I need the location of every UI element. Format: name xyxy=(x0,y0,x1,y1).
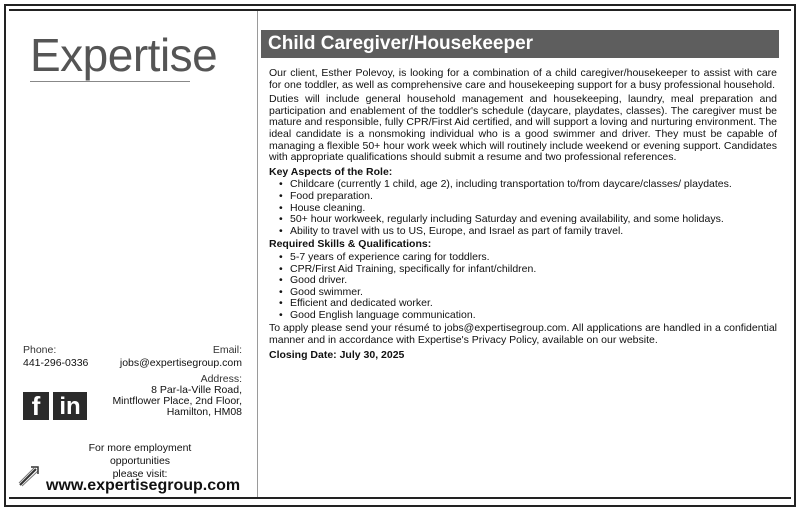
job-title: Child Caregiver/Housekeeper xyxy=(268,33,534,54)
phone-number: 441-296-0336 xyxy=(23,357,89,369)
job-description xyxy=(269,68,777,361)
address-block xyxy=(112,374,242,418)
phone-label: Phone: xyxy=(23,344,57,356)
key-aspects-heading: Key Aspects of the Role: xyxy=(269,165,393,178)
list-item: • CPR/First Aid Training, specifically for infant/children. xyxy=(279,264,777,276)
closing-date: Closing Date: July 30, 2025 xyxy=(269,348,405,361)
list-item: • 50+ hour workweek, regularly including Saturday and evening availability, and some holidays. xyxy=(279,214,777,226)
address-line: 8 Par-la-Ville Road, xyxy=(151,384,242,396)
list-item: • Good driver. xyxy=(279,275,777,287)
list-item: • Good English language communication. xyxy=(279,310,777,322)
list-item: • Good swimmer. xyxy=(279,287,777,299)
email-label: Email: xyxy=(212,344,242,356)
address-line: Hamilton, HM08 xyxy=(166,406,242,418)
facebook-icon[interactable]: f xyxy=(23,392,49,420)
list-item: • House cleaning. xyxy=(279,203,777,215)
list-item: • Ability to travel with us to US, Europe, and Israel as part of family travel. xyxy=(279,226,777,238)
column-divider xyxy=(257,11,258,497)
more-opportunities-text xyxy=(60,442,220,481)
duties-paragraph: Duties will include general household management and housekeeping, laundry, meal preparation and participation and enablement of the toddler's schedule (daycare, playdates, classes). The caregiver must be mature and responsible, fully CPR/First Aid certified, and will support a loving and nurturing environment. The ideal candidate is a nonsmoking individual who is a good swimmer and driver. They must be capable of managing a flexible 50+ hour work week which will routinely include weekend or evening support. Candidates with appropriate qualifications should submit a resume and two professional references. xyxy=(269,93,777,164)
social-links xyxy=(23,392,87,420)
bottom-rule xyxy=(9,497,791,499)
address-label: Address: xyxy=(200,373,242,385)
apply-paragraph: To apply please send your résumé to jobs@expertisegroup.com. All applications are handled in a confidential manner and in accordance with Expertise's Privacy Policy, available on our website. xyxy=(269,322,777,347)
address-line: Mintflower Place, 2nd Floor, xyxy=(112,395,242,407)
skills-heading: Required Skills & Qualifications: xyxy=(269,238,432,251)
skills-list xyxy=(269,252,777,322)
website-link[interactable]: www.expertisegroup.com xyxy=(46,477,241,494)
top-rule xyxy=(9,9,791,11)
list-item: • 5-7 years of experience caring for toddlers. xyxy=(279,252,777,264)
linkedin-icon[interactable]: in xyxy=(53,392,87,420)
list-item: • Food preparation. xyxy=(279,191,777,203)
more-line: For more employment opportunities xyxy=(88,442,192,467)
logo-underline xyxy=(30,81,190,82)
intro-paragraph: Our client, Esther Polevoy, is looking for a combination of a child caregiver/housekeeper to assist with care for one toddler, as well as comprehensive care and housekeeping support for a busy professional household. xyxy=(269,67,777,91)
more-line: please visit: xyxy=(112,468,168,480)
list-item: • Efficient and dedicated worker. xyxy=(279,298,777,310)
cursor-arrow-icon xyxy=(16,463,42,489)
company-logo: Expertise xyxy=(30,29,218,81)
list-item: • Childcare (currently 1 child, age 2), including transportation to/from daycare/classes/ playdates. xyxy=(279,179,777,191)
key-aspects-list xyxy=(269,179,777,237)
email-link[interactable]: jobs@expertisegroup.com xyxy=(119,357,242,369)
